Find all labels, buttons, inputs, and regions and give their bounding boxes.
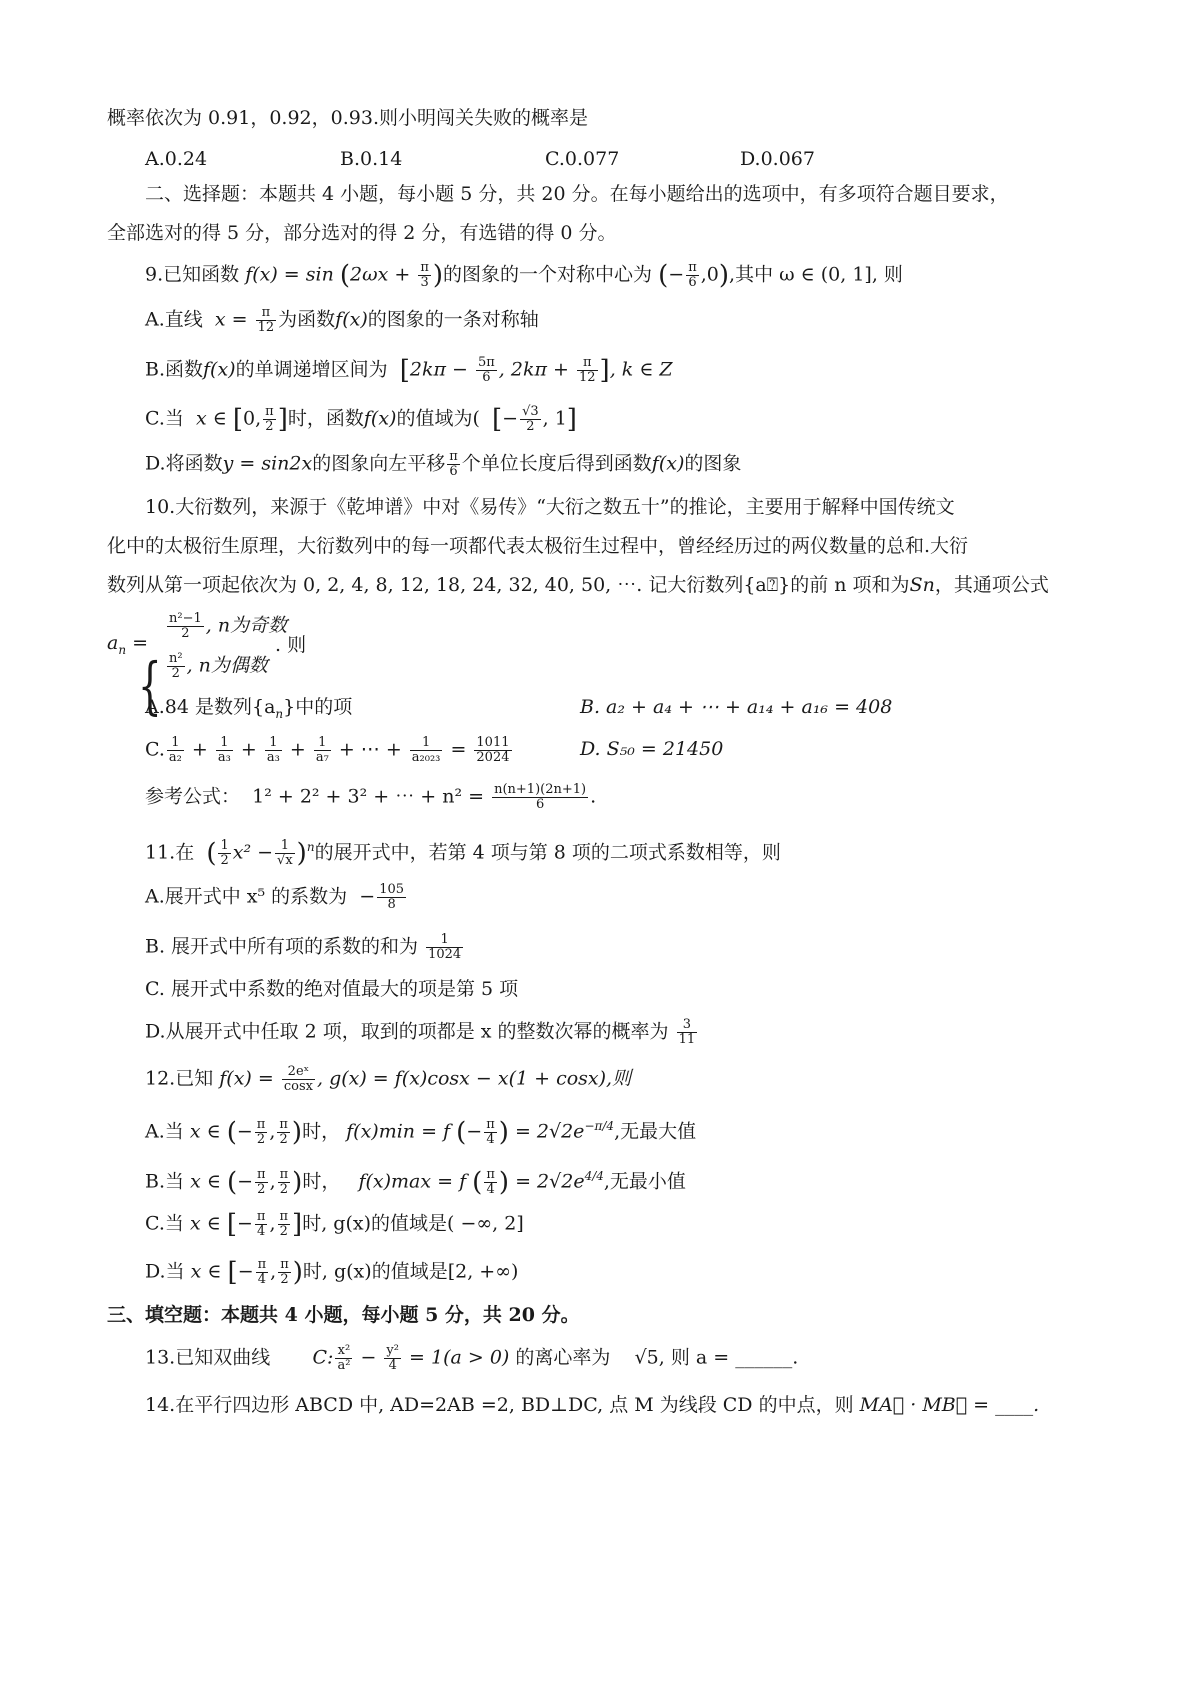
q11-option-d: D.从展开式中任取 2 项，取到的项都是 x 的整数次幂的概率为 $\frac{3}{11}$ xyxy=(145,1017,696,1047)
q10-case-even: $\frac{\text{n²}}{2}$ , n为偶数 xyxy=(169,651,268,681)
q12-option-b: B.当 x ∈ (− $\frac{\pi}{2}$ , $\frac{\pi}{2}$ )时， f(x)max = f ( $\frac{\pi}{4}$ ) = $2√2e^{4/4}$,无最小值 xyxy=(145,1166,686,1198)
q11-option-a: A.展开式中 x⁵ 的系数为 − $\frac{105}{8}$ xyxy=(145,882,405,912)
q10-then: . 则 xyxy=(275,634,307,656)
q11-option-b: B. 展开式中所有项的系数的和为 $\frac{1}{1024}$ xyxy=(145,932,462,962)
q11-option-c: C. 展开式中系数的绝对值最大的项是第 5 项 xyxy=(145,978,519,1000)
q10-stem-line1: 10.大衍数列，来源于《乾坤谱》中对《易传》“大衍之数五十”的推论，主要用于解释中国传统文 xyxy=(145,496,955,518)
q13-stem: 13.已知双曲线 C: $\frac{\text{x²}}{\text{a²}}$ − $\frac{\text{y²}}{4}$ = 1(a > 0) 的离心率为 √5, 则 a = ______. xyxy=(145,1343,799,1373)
q10-piecewise-brace: { xyxy=(138,649,162,722)
q10-reference-formula: 参考公式： 1² + 2² + 3² + ⋯ + n² = $\frac{n(n+1)(2n+1)}{6}$ . xyxy=(145,782,597,812)
q8-option-c: C.0.077 xyxy=(545,148,620,170)
q12-option-c: C.当 x ∈ [− $\frac{\pi}{4}$ , $\frac{\pi}{2}$ ]时, g(x)的值域是( −∞, 2] xyxy=(145,1209,524,1240)
q9-option-c: C.当 x ∈ [0, $\frac{\pi}{2}$ ]时，函数f(x)的值域为( [− $\frac{√3}{2}$ , 1] xyxy=(145,404,577,435)
q10-option-a: A.84 是数列$\{a_n\}$中的项 xyxy=(145,696,353,721)
q10-an-label: $a_n$ = xyxy=(107,632,149,657)
q9-option-a: A.直线 x = $\frac{\pi}{12}$ 为函数f(x)的图象的一条对称轴 xyxy=(145,305,539,335)
section-3-heading: 三、填空题：本题共 4 小题，每小题 5 分，共 20 分。 xyxy=(107,1304,580,1326)
q9-option-d: D.将函数y = sin2x的图象向左平移 $\frac{\pi}{6}$ 个单位长度后得到函数f(x)的图象 xyxy=(145,449,742,479)
q12-option-d: D.当 x ∈ [− $\frac{\pi}{4}$ , $\frac{\pi}{2}$ )时, g(x)的值域是[2, +∞) xyxy=(145,1257,519,1288)
q8-option-b: B.0.14 xyxy=(340,148,403,170)
q9-option-b: B.函数f(x)的单调递增区间为 [2kπ − $\frac{5\pi}{6}$ , 2kπ + $\frac{\pi}{12}$ ], k ∈ Z xyxy=(145,355,673,386)
q12-option-a: A.当 x ∈ (− $\frac{\pi}{2}$ , $\frac{\pi}{2}$ )时， f(x)min = f (− $\frac{\pi}{4}$ ) = $2√2e^{-\pi/4}$,无最大值 xyxy=(145,1116,697,1148)
q10-stem-line3: 数列从第一项起依次为 0, 2, 4, 8, 12, 18, 24, 32, 40, 50, ⋯. 记大衍数列{a⍰}的前 n 项和为Sn，其通项公式 xyxy=(107,574,1049,596)
q10-option-c: C. $\frac{1}{\text{a₂}}$ + $\frac{1}{\text{a₃}}$ + $\frac{1}{\text{a₃}}$ + $\frac{1}{\text{a₇}}$ + ⋯ + $\frac{1}{\text{a₂₀₂₃}}$ = $\frac{1011}{2024}$ xyxy=(145,735,510,765)
frac-pi-3: $\frac{\pi}{3}$ xyxy=(420,260,429,290)
section-2-heading: 二、选择题：本题共 4 小题，每小题 5 分，共 20 分。在每小题给出的选项中，有多项符合题目要求， xyxy=(145,183,1009,205)
q8-option-a: A.0.24 xyxy=(145,148,208,170)
q12-stem: 12.已知 f(x) = $\frac{\text{2eˣ}}{\cos x}$ , g(x) = f(x)cosx − x(1 + cosx),则 xyxy=(145,1064,632,1094)
q9-stem: 9.已知函数 f(x) = sin (2ωx + $\frac{\pi}{3}$ )的图象的一个对称中心为 (− $\frac{\pi}{6}$ ,0),其中 ω ∈ (0, 1], 则 xyxy=(145,260,903,291)
section-2-heading-cont: 全部选对的得 5 分，部分选对的得 2 分，有选错的得 0 分。 xyxy=(107,222,617,244)
q10-case-odd: $\frac{\text{n²−1}}{2}$ , n为奇数 xyxy=(169,611,288,641)
q10-stem-line2: 化中的太极衍生原理，大衍数列中的每一项都代表太极衍生过程中，曾经经历过的两仪数量的总和.大衍 xyxy=(107,535,969,557)
q8-option-d: D.0.067 xyxy=(740,148,815,170)
q11-stem: 11.在 ( $\frac{1}{2}$ x² − $\frac{1}{√x}$ )$^n$的展开式中，若第 4 项与第 8 项的二项式系数相等，则 xyxy=(145,837,781,869)
q8-stem-tail: 概率依次为 0.91，0.92，0.93.则小明闯关失败的概率是 xyxy=(107,107,588,129)
q10-option-d: D. S₅₀ = 21450 xyxy=(580,738,724,760)
q10-option-b: B. a₂ + a₄ + ⋯ + a₁₄ + a₁₆ = 408 xyxy=(580,696,893,718)
q14-stem: 14.在平行四边形 ABCD 中, AD=2AB =2, BD⊥DC, 点 M 为线段 CD 的中点，则 MA⃗ · MB⃗ = ____. xyxy=(145,1394,1040,1416)
